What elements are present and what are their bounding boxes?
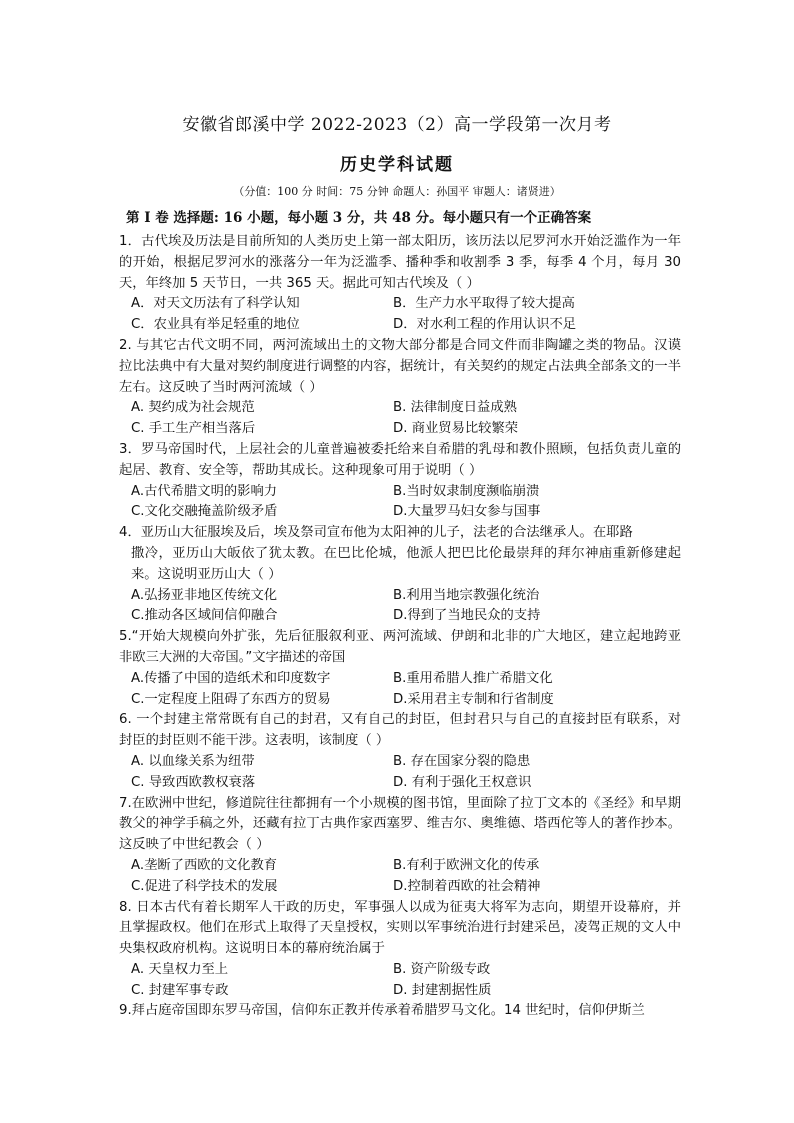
- question-stem: 8. 日本古代有着长期军人干政的历史，军事强人以成为征夷大将军为志向，期望开设幕府，并且掌握政权。他们在形式上取得了天皇授权，实则以军事统治进行封建采邑，凌驾正规的文人中央集权政府机构。这说明日本的幕府统治属于: [119, 899, 681, 957]
- answer-option: C.文化交融掩盖阶级矛盾: [131, 504, 278, 520]
- question-6: [119, 710, 681, 793]
- answer-option: A.垄断了西欧的文化教育: [131, 857, 278, 873]
- answer-options: [119, 856, 681, 898]
- question-9: [119, 1001, 681, 1022]
- question-list: [119, 232, 681, 1022]
- answer-option: A.弘扬亚非地区传统文化: [131, 587, 278, 603]
- answer-option: D.控制着西欧的社会精神: [393, 878, 541, 894]
- answer-options: [119, 752, 681, 794]
- question-stem: 5.“开始大规模向外扩张，先后征服叙利亚、两河流域、伊朗和北非的广大地区，建立起地跨亚非欧三大洲的大帝国。”文字描述的帝国: [119, 629, 681, 665]
- answer-option: D.大量罗马妇女参与国事: [393, 504, 541, 520]
- question-stem: 撒冷，亚历山大皈依了犹太教。在巴比伦城，他派人把巴比伦最崇拜的拜尔神庙重新修建起来。这说明亚历山大（ ）: [131, 545, 681, 582]
- question-stem: 2. 与其它古代文明不同，两河流域出土的文物大部分都是合同文件而非陶罐之类的物品。汉谟拉比法典中有大量对契约制度进行调整的内容，据统计，有关契约的规定占法典全部条文的一半左右。这反映了当时两河流域（ ）: [119, 337, 681, 395]
- answer-option: D.采用君主专制和行省制度: [393, 691, 554, 707]
- answer-option: D. 商业贸易比较繁荣: [393, 421, 519, 437]
- answer-options: [119, 482, 681, 524]
- answer-option: C. 导致西欧教权衰落: [131, 774, 256, 790]
- answer-option: D. 封建割据性质: [393, 982, 492, 998]
- question-5: [119, 627, 681, 710]
- section-heading: 第 I 卷 选择题: 16 小题，每小题 3 分，共 48 分。每小题只有一个正确答案: [126, 210, 592, 226]
- question-8: [119, 898, 681, 1002]
- answer-options: [119, 586, 681, 628]
- question-stem: 1．古代埃及历法是目前所知的人类历史上第一部太阳历，该历法以尼罗河水开始泛滥作为一年的开始，根据尼罗河水的涨落分一年为泛滥季、播种季和收割季 3 季，每季 4 个月，每月 30 天，年终加 5 天节日，一共 365 天。据此可知古代埃及（ ）: [119, 234, 681, 291]
- exam-subtitle: 历史学科试题: [340, 155, 454, 175]
- answer-options: [119, 669, 681, 711]
- question-stem: 3．罗马帝国时代，上层社会的儿童普遍被委托给来自希腊的乳母和教仆照顾，包括负责儿童的起居、教育、安全等，帮助其成长。这种现象可用于说明（ ）: [119, 441, 681, 478]
- question-3: [119, 440, 681, 523]
- question-stem: 6. 一个封建主常常既有自己的封君，又有自己的封臣，但封君只与自己的直接封臣有联系，对封臣的封臣则不能干涉。这表明，该制度（ ）: [119, 712, 681, 749]
- answer-option: C. 封建军事专政: [131, 982, 229, 998]
- answer-options: [119, 398, 681, 440]
- answer-option: A. 以血缘关系为纽带: [131, 753, 255, 769]
- question-2: [119, 336, 681, 440]
- exam-title: 安徽省郎溪中学 2022-2023（2）高一学段第一次月考: [182, 115, 612, 135]
- answer-option: B.重用希腊人推广希腊文化: [393, 670, 553, 686]
- answer-option: A. 契约成为社会规范: [131, 400, 255, 416]
- question-1: [119, 232, 681, 336]
- answer-option: D．对水利工程的作用认识不足: [393, 317, 577, 333]
- question-7: [119, 794, 681, 898]
- answer-option: B. 资产阶级专政: [393, 961, 491, 977]
- answer-option: A．对天文历法有了科学认知: [131, 296, 300, 312]
- answer-option: B. 法律制度日益成熟: [393, 400, 517, 416]
- answer-option: D.得到了当地民众的支持: [393, 608, 541, 624]
- answer-option: A.传播了中国的造纸术和印度数字: [131, 670, 331, 686]
- answer-option: B.有利于欧洲文化的传承: [393, 857, 540, 873]
- question-stem: 9.拜占庭帝国即东罗马帝国，信仰东正教并传承着希腊罗马文化。14 世纪时，信仰伊斯兰: [119, 1003, 645, 1019]
- answer-option: C. 手工生产相当落后: [131, 421, 256, 437]
- answer-option: B.利用当地宗教强化统治: [393, 587, 540, 603]
- answer-option: A.古代希腊文明的影响力: [131, 483, 278, 499]
- answer-option: D. 有利于强化王权意识: [393, 774, 532, 790]
- question-stem: 7.在欧洲中世纪，修道院往往都拥有一个小规模的图书馆，里面除了拉丁文本的《圣经》和早期教父的神学手稿之外，还藏有拉丁古典作家西塞罗、维吉尔、奥维德、塔西佗等人的著作抄本。这反映了中世纪教会（ ）: [119, 795, 681, 853]
- question-stem: 4．亚历山大征服埃及后，埃及祭司宣布他为太阳神的儿子，法老的合法继承人。在耶路: [119, 525, 633, 541]
- answer-option: C．农业具有举足轻重的地位: [131, 317, 300, 333]
- answer-option: A. 天皇权力至上: [131, 961, 229, 977]
- answer-option: C.一定程度上阻碍了东西方的贸易: [131, 691, 331, 707]
- answer-option: B．生产力水平取得了较大提高: [393, 296, 575, 312]
- question-4: [119, 523, 681, 627]
- answer-options: [119, 294, 681, 336]
- answer-options: [119, 960, 681, 1002]
- answer-option: C.推动各区域间信仰融合: [131, 608, 278, 624]
- answer-option: B. 存在国家分裂的隐患: [393, 753, 531, 769]
- answer-option: C.促进了科学技术的发展: [131, 878, 278, 894]
- exam-meta: （分值：100 分 时间：75 分钟 命题人：孙国平 审题人：诸贤进）: [233, 185, 561, 198]
- answer-option: B.当时奴隶制度濒临崩溃: [393, 483, 540, 499]
